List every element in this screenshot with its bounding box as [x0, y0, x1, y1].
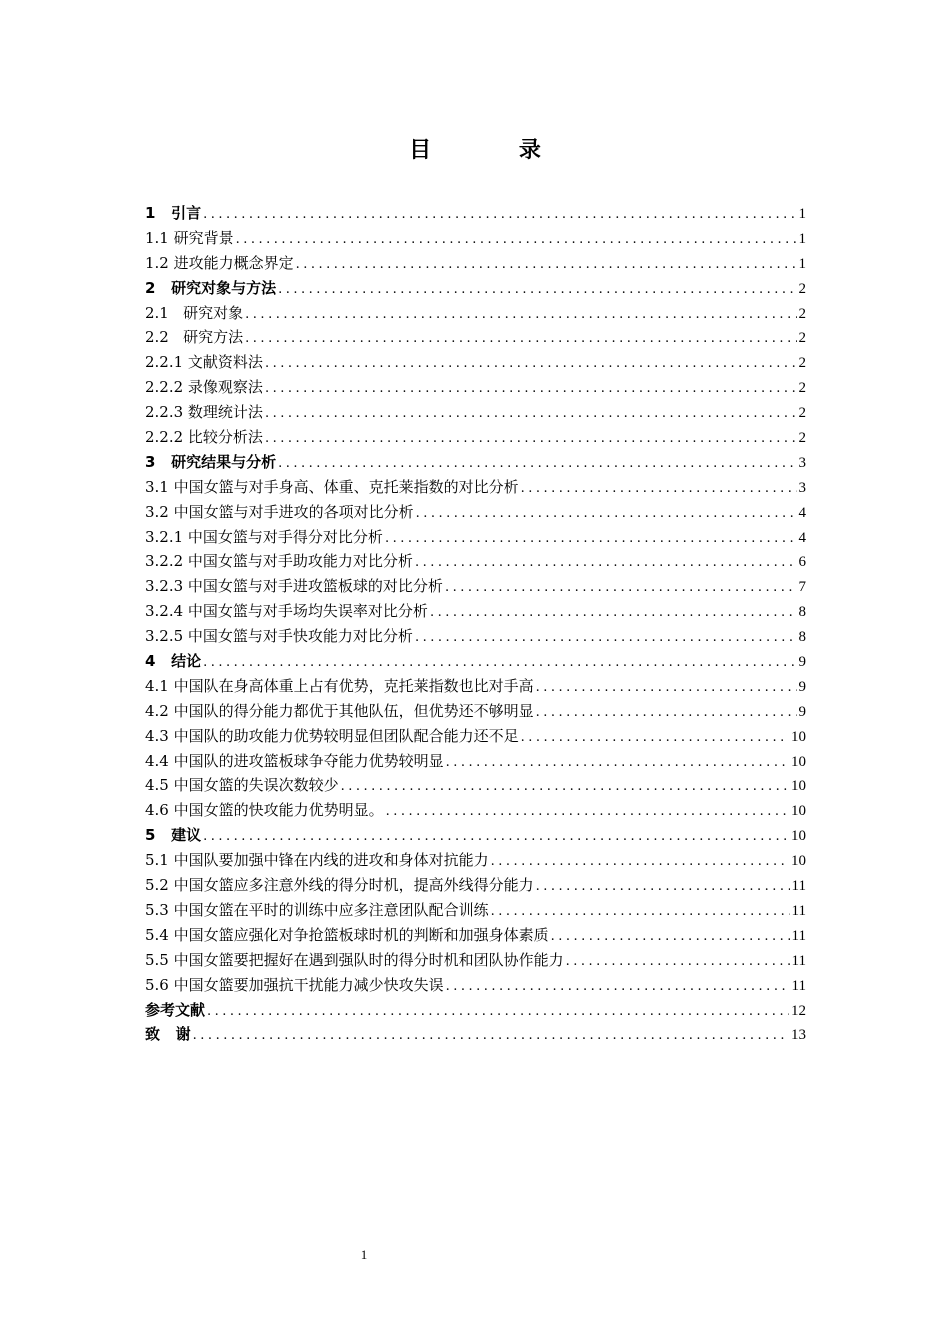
toc-entry-label: 2.2.3 数理统计法 — [145, 403, 263, 422]
toc-entry-label: 5.2 中国女篮应多注意外线的得分时机，提高外线得分能力 — [145, 876, 534, 895]
toc-entry-page-number: 2 — [798, 430, 806, 447]
toc-entry-label: 4.3 中国队的助攻能力优势较明显但团队配合能力还不足 — [145, 726, 519, 745]
toc-entry-page-number: 3 — [798, 454, 806, 471]
toc-dot-leader — [491, 900, 790, 923]
toc-entry-page-number: 2 — [798, 305, 806, 322]
toc-entry-page-number: 11 — [791, 878, 806, 895]
toc-entry[interactable] — [145, 773, 806, 798]
toc-dot-leader — [278, 452, 796, 475]
toc-entry[interactable] — [145, 674, 806, 699]
toc-entry[interactable] — [145, 998, 806, 1023]
toc-dot-leader — [265, 377, 797, 400]
footer-page-number: 1 — [360, 1247, 368, 1262]
toc-entry-label: 5.3 中国女篮在平时的训练中应多注意团队配合训练 — [145, 900, 489, 919]
toc-entry-label: 2 研究对象与方法 — [145, 278, 277, 297]
toc-entry-label: 3.2.2 中国女篮与对手助攻能力对比分析 — [145, 552, 413, 571]
toc-entry[interactable] — [145, 973, 806, 998]
toc-entry[interactable] — [145, 226, 806, 251]
toc-dot-leader — [415, 626, 797, 649]
toc-entry-page-number: 9 — [798, 703, 806, 720]
toc-entry-label: 3.2.5 中国女篮与对手快攻能力对比分析 — [145, 627, 413, 646]
toc-entry[interactable] — [145, 873, 806, 898]
toc-entry-label: 3.2.4 中国女篮与对手场均失误率对比分析 — [145, 602, 428, 621]
toc-entry-label: 5.4 中国女篮应强化对争抢篮板球时机的判断和加强身体素质 — [145, 925, 549, 944]
toc-entry-page-number: 2 — [798, 380, 806, 397]
toc-dot-leader — [203, 203, 796, 226]
toc-entry-label: 2.2 研究方法 — [145, 328, 244, 347]
toc-dot-leader — [566, 950, 790, 973]
toc-entry-page-number: 8 — [798, 629, 806, 646]
toc-entry-page-number: 11 — [791, 902, 806, 919]
toc-entry-label: 3 研究结果与分析 — [145, 452, 277, 471]
toc-entry-label: 参考文献 — [145, 1000, 206, 1019]
toc-entry-page-number: 10 — [791, 728, 806, 745]
toc-dot-leader — [430, 601, 797, 624]
toc-entry-label: 3.2.1 中国女篮与对手得分对比分析 — [145, 527, 383, 546]
toc-dot-leader — [245, 303, 796, 326]
toc-entry-page-number: 4 — [798, 529, 806, 546]
toc-entry[interactable] — [145, 724, 806, 749]
toc-dot-leader — [265, 352, 797, 375]
toc-entry-page-number: 11 — [791, 977, 806, 994]
toc-entry[interactable] — [145, 350, 806, 375]
toc-entry[interactable] — [145, 1022, 806, 1047]
toc-entry-label: 1.2 进攻能力概念界定 — [145, 253, 294, 272]
toc-entry-label: 4.6 中国女篮的快攻能力优势明显。 — [145, 801, 384, 820]
toc-dot-leader — [521, 726, 789, 749]
toc-title: 目 录 — [409, 138, 581, 163]
toc-entry-label: 2.2.2 录像观察法 — [145, 378, 263, 397]
toc-dot-leader — [385, 527, 797, 550]
toc-entry[interactable] — [145, 475, 806, 500]
toc-entry[interactable] — [145, 823, 806, 848]
toc-dot-leader — [536, 676, 797, 699]
toc-entry-label: 2.1 研究对象 — [145, 303, 244, 322]
toc-dot-leader — [296, 253, 797, 276]
toc-entry-label: 3.2 中国女篮与对手进攻的各项对比分析 — [145, 502, 414, 521]
toc-entry[interactable] — [145, 325, 806, 350]
toc-entry-label: 5.1 中国队要加强中锋在内线的进攻和身体对抗能力 — [145, 851, 489, 870]
toc-dot-leader — [203, 825, 789, 848]
toc-entry-page-number: 11 — [791, 927, 806, 944]
toc-dot-leader — [536, 701, 797, 724]
toc-dot-leader — [341, 775, 789, 798]
toc-entry-page-number: 1 — [798, 230, 806, 247]
toc-entry[interactable] — [145, 549, 806, 574]
toc-entry-label: 3.1 中国女篮与对手身高、体重、克托莱指数的对比分析 — [145, 477, 519, 496]
toc-entry[interactable] — [145, 201, 806, 226]
toc-entry[interactable] — [145, 525, 806, 550]
table-of-contents — [145, 201, 806, 1047]
toc-entry-page-number: 1 — [798, 255, 806, 272]
toc-dot-leader — [445, 576, 797, 599]
toc-entry-page-number: 2 — [798, 355, 806, 372]
toc-dot-leader — [446, 751, 789, 774]
toc-entry-label: 1 引言 — [145, 204, 202, 222]
toc-entry-page-number: 4 — [798, 504, 806, 521]
toc-entry-label: 2.2.2 比较分析法 — [145, 428, 263, 447]
toc-entry[interactable] — [145, 375, 806, 400]
toc-dot-leader — [245, 327, 796, 350]
toc-entry[interactable] — [145, 500, 806, 525]
toc-entry-label: 5.5 中国女篮要把握好在遇到强队时的得分时机和团队协作能力 — [145, 950, 564, 969]
toc-dot-leader — [521, 477, 797, 500]
toc-dot-leader — [207, 1000, 789, 1023]
toc-entry-page-number: 2 — [798, 405, 806, 422]
toc-dot-leader — [386, 800, 789, 823]
toc-dot-leader — [236, 228, 797, 251]
toc-entry-page-number: 13 — [791, 1027, 806, 1044]
toc-entry-label: 4 结论 — [145, 652, 202, 671]
toc-dot-leader — [415, 551, 797, 574]
toc-entry-label: 3.2.3 中国女篮与对手进攻篮板球的对比分析 — [145, 577, 443, 596]
toc-entry-label: 5 建议 — [145, 826, 202, 845]
toc-dot-leader — [551, 925, 790, 948]
toc-entry[interactable] — [145, 798, 806, 823]
toc-entry-page-number: 7 — [798, 579, 806, 596]
toc-entry[interactable] — [145, 599, 806, 624]
toc-dot-leader — [491, 850, 789, 873]
toc-entry[interactable] — [145, 301, 806, 326]
toc-entry[interactable] — [145, 400, 806, 425]
toc-entry[interactable] — [145, 848, 806, 873]
toc-dot-leader — [265, 402, 797, 425]
toc-entry-page-number: 9 — [798, 654, 806, 671]
toc-entry[interactable] — [145, 923, 806, 948]
toc-entry-label: 4.4 中国队的进攻篮板球争夺能力优势较明显 — [145, 751, 444, 770]
toc-entry-page-number: 11 — [791, 952, 806, 969]
toc-entry[interactable] — [145, 948, 806, 973]
toc-entry[interactable] — [145, 251, 806, 276]
toc-entry[interactable] — [145, 450, 806, 475]
toc-entry-page-number: 10 — [791, 778, 806, 795]
toc-entry[interactable] — [145, 574, 806, 599]
toc-dot-leader — [416, 502, 797, 525]
toc-entry-page-number: 10 — [791, 803, 806, 820]
toc-entry-label: 4.2 中国队的得分能力都优于其他队伍，但优势还不够明显 — [145, 701, 534, 720]
toc-entry-label: 5.6 中国女篮要加强抗干扰能力减少快攻失误 — [145, 975, 444, 994]
toc-entry[interactable] — [145, 624, 806, 649]
toc-dot-leader — [446, 975, 790, 998]
toc-dot-leader — [536, 875, 790, 898]
toc-entry-label: 2.2.1 文献资料法 — [145, 353, 263, 372]
toc-dot-leader — [278, 278, 796, 301]
toc-entry-page-number: 8 — [798, 604, 806, 621]
toc-entry[interactable] — [145, 749, 806, 774]
toc-dot-leader — [265, 427, 797, 450]
toc-entry[interactable] — [145, 699, 806, 724]
toc-entry-page-number: 10 — [791, 753, 806, 770]
toc-entry-page-number: 6 — [798, 554, 806, 571]
toc-entry-page-number: 3 — [798, 479, 806, 496]
toc-entry-label: 致 谢 — [145, 1025, 191, 1044]
toc-entry-page-number: 2 — [798, 330, 806, 347]
toc-entry-page-number: 10 — [791, 853, 806, 870]
toc-entry[interactable] — [145, 649, 806, 674]
toc-entry[interactable] — [145, 898, 806, 923]
toc-dot-leader — [193, 1024, 789, 1047]
toc-entry-page-number: 12 — [791, 1002, 806, 1019]
toc-entry-page-number: 9 — [798, 678, 806, 695]
toc-entry[interactable] — [145, 425, 806, 450]
toc-entry-page-number: 1 — [798, 206, 806, 222]
toc-entry-label: 1.1 研究背景 — [145, 228, 234, 247]
toc-entry[interactable] — [145, 276, 806, 301]
toc-entry-page-number: 10 — [791, 828, 806, 845]
toc-dot-leader — [203, 651, 796, 674]
toc-entry-label: 4.5 中国女篮的失误次数较少 — [145, 776, 339, 795]
toc-entry-page-number: 2 — [798, 280, 806, 297]
toc-entry-label: 4.1 中国队在身高体重上占有优势，克托莱指数也比对手高 — [145, 676, 534, 695]
